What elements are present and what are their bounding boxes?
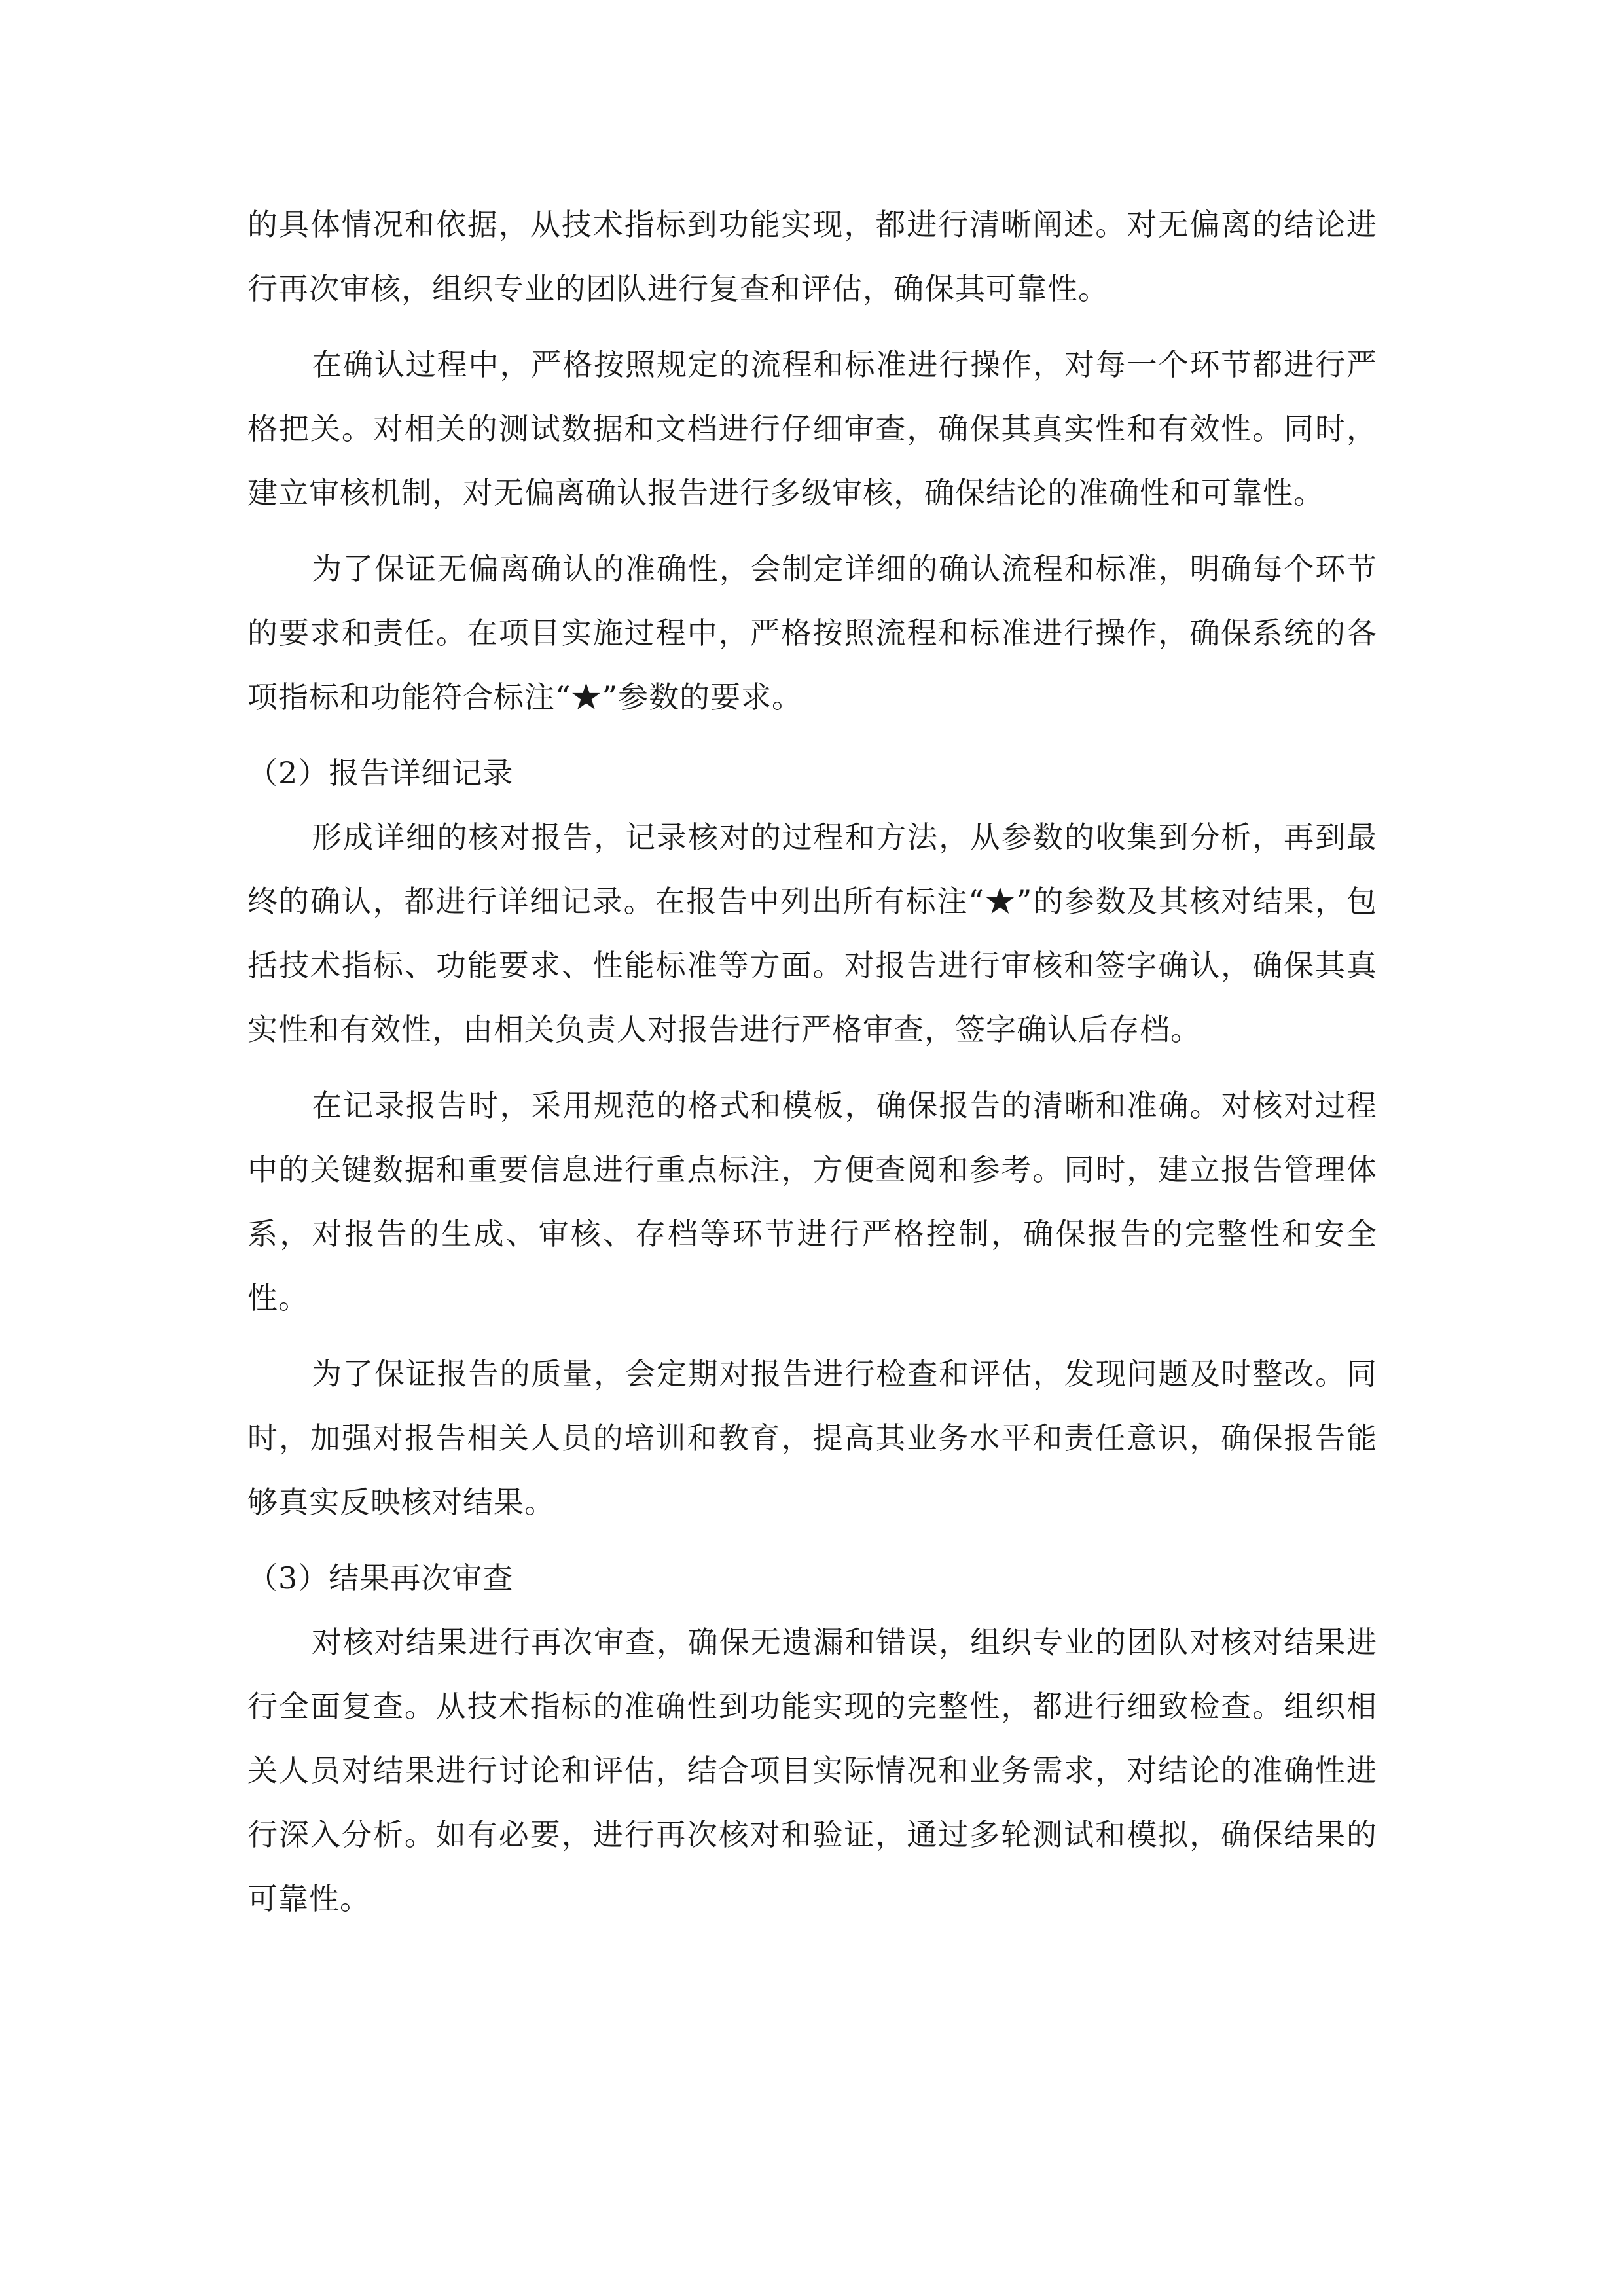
section-heading-result-review: （3）结果再次审查 xyxy=(247,1560,514,1596)
document-body xyxy=(247,192,1377,1931)
paragraph-confirmation-process: 在确认过程中，严格按照规定的流程和标准进行操作，对每一个环节都进行严格把关。对相关的测试数据和文档进行仔细审查，确保其真实性和有效性。同时，建立审核机制，对无偏离确认报告进行多级审核，确保结论的准确性和可靠性。 xyxy=(247,347,1377,511)
section-heading-report-record: （2）报告详细记录 xyxy=(247,755,514,791)
paragraph-result-review: 对核对结果进行再次审查，确保无遗漏和错误，组织专业的团队对核对结果进行全面复查。从技术指标的准确性到功能实现的完整性，都进行细致检查。组织相关人员对结果进行讨论和评估，结合项目实际情况和业务需求，对结论的准确性进行深入分析。如有必要，进行再次核对和验证，通过多轮测试和模拟，确保结果的可靠性。 xyxy=(247,1624,1377,1916)
paragraph-report-format: 在记录报告时，采用规范的格式和模板，确保报告的清晰和准确。对核对过程中的关键数据和重要信息进行重点标注，方便查阅和参考。同时，建立报告管理体系，对报告的生成、审核、存档等环节进行严格控制，确保报告的完整性和安全性。 xyxy=(247,1088,1377,1316)
paragraph-report-detail: 形成详细的核对报告，记录核对的过程和方法，从参数的收集到分析，再到最终的确认，都进行详细记录。在报告中列出所有标注“★”的参数及其核对结果，包括技术指标、功能要求、性能标准等方面。对报告进行审核和签字确认，确保其真实性和有效性，由相关负责人对报告进行严格审查，签字确认后存档。 xyxy=(247,819,1377,1047)
paragraph-report-quality: 为了保证报告的质量，会定期对报告进行检查和评估，发现问题及时整改。同时，加强对报告相关人员的培训和教育，提高其业务水平和责任意识，确保报告能够真实反映核对结果。 xyxy=(247,1356,1377,1520)
paragraph-accuracy-assurance: 为了保证无偏离确认的准确性，会制定详细的确认流程和标准，明确每个环节的要求和责任。在项目实施过程中，严格按照流程和标准进行操作，确保系统的各项指标和功能符合标注“★”参数的要求。 xyxy=(247,551,1377,715)
paragraph-continuation: 的具体情况和依据，从技术指标到功能实现，都进行清晰阐述。对无偏离的结论进行再次审核，组织专业的团队进行复查和评估，确保其可靠性。 xyxy=(247,207,1377,306)
